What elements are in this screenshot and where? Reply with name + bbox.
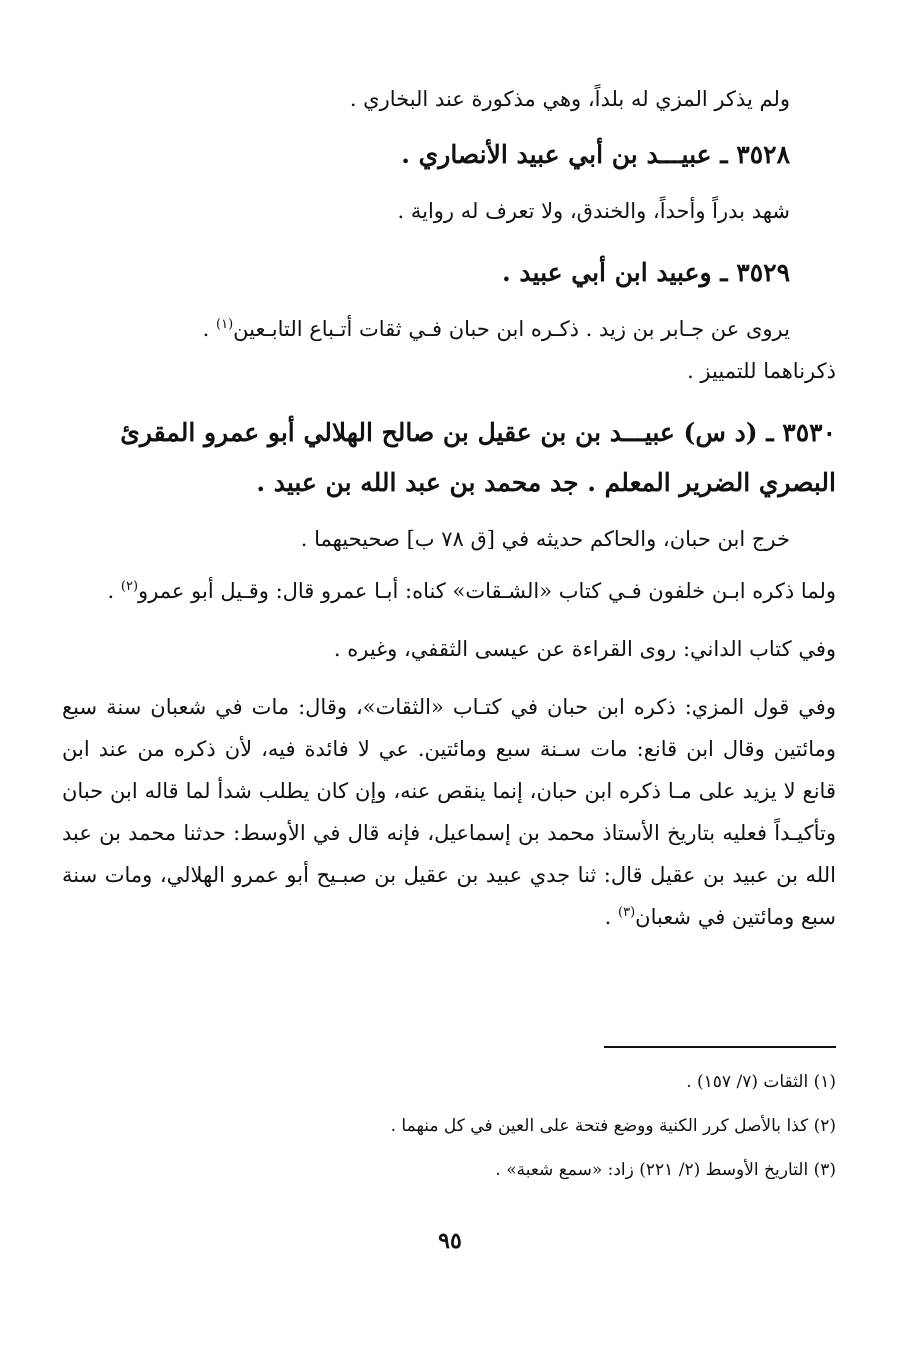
paragraph-3528: شهد بدراً وأحداً، والخندق، ولا تعرف له رواية . bbox=[397, 199, 790, 223]
spacer bbox=[62, 298, 836, 308]
entry-heading-3530: ٣٥٣٠ ـ (د س) عبيـــد بن بن عقيل بن صالح الهلالي أبو عمرو المقرئ البصري الضرير المعلم . جد محمد بن عبد الله بن عبيد . bbox=[120, 418, 836, 497]
entry-heading-3529: ٣٥٢٩ ـ وعبيد ابن أبي عبيد . bbox=[502, 258, 790, 287]
paragraph-3530-a: خرج ابن حبان، والحاكم حديثه في [ق ٧٨ ب] صحيحيهما . bbox=[300, 527, 790, 551]
page-number: ٩٥ bbox=[438, 1228, 462, 1254]
footnote-1: (١) الثقات (٧/ ١٥٧) . bbox=[686, 1072, 836, 1092]
spacer bbox=[62, 180, 836, 190]
spacer bbox=[62, 670, 836, 686]
footnote-divider bbox=[604, 1046, 836, 1048]
paragraph-end: . bbox=[107, 579, 121, 603]
footnote-2: (٢) كذا بالأصل كرر الكنية ووضع فتحة على العين في كل منهما . bbox=[390, 1116, 836, 1136]
paragraph-text: ولما ذكره ابـن خلفون فـي كتاب «الشـقات» كناه: أبـا عمرو قال: وقـيل أبو عمرو bbox=[138, 579, 836, 603]
footnotes bbox=[62, 1060, 836, 1192]
paragraph-text: وفي قول المزي: ذكره ابن حبان في كتـاب «الثقات»، وقال: مات في شعبان سنة سبع ومائتين وقال ابن قانع: مات سـنة سبع ومائتين. عي لا فائدة فيه، لأن ذكره من عند ابن قانع لا يزيد على مـا ذكره ابن حبان، إنما ينقص عنه، وإن كان يطلب شدأ لما قاله ابن حبان وتأكيـداً فعليه بتاريخ الأستاذ محمد بن إسماعيل، فإنه قال في الأوسط: حدثنا محمد بن عبد الله بن عبيد بن عقيل قال: ثنا جدي عبيد بن عقيل بن صبـيح أبو عمرو الهلالي، ومات سنة سبع ومائتين في شعبان bbox=[62, 695, 836, 929]
paragraph-text: يروى عن جـابر بن زيد . ذكـره ابن حبان فـي ثقات أتـباع التابـعين bbox=[233, 317, 790, 341]
entry-heading-3528: ٣٥٢٨ ـ عبيـــد بن أبي عبيد الأنصاري . bbox=[401, 140, 790, 169]
spacer bbox=[62, 232, 836, 248]
footnote-ref-2: (٢) bbox=[120, 579, 139, 594]
footnote-ref-3: (٣) bbox=[618, 905, 636, 920]
paragraph-3529-b: ذكرناهما للتمييز . bbox=[687, 359, 836, 383]
spacer bbox=[62, 612, 836, 628]
spacer bbox=[62, 508, 836, 518]
paragraph-3530-d bbox=[62, 686, 836, 938]
footnote-3: (٣) التاريخ الأوسط (٢/ ٢٢١) زاد: «سمع شعبة» . bbox=[495, 1160, 836, 1180]
spacer bbox=[62, 560, 836, 570]
paragraph-end: . bbox=[202, 317, 216, 341]
paragraph-intro: ولم يذكر المزي له بلداً، وهي مذكورة عند البخاري . bbox=[349, 87, 790, 111]
paragraph-end: . bbox=[604, 905, 618, 929]
paragraph-3529-a bbox=[62, 308, 836, 350]
main-text bbox=[62, 78, 836, 938]
paragraph-3530-b bbox=[62, 570, 836, 612]
paragraph-3530-c: وفي كتاب الداني: روى القراءة عن عيسى الثقفي، وغيره . bbox=[333, 637, 836, 661]
spacer bbox=[62, 120, 836, 130]
spacer bbox=[62, 392, 836, 408]
footnote-ref-1: (١) bbox=[216, 317, 234, 332]
